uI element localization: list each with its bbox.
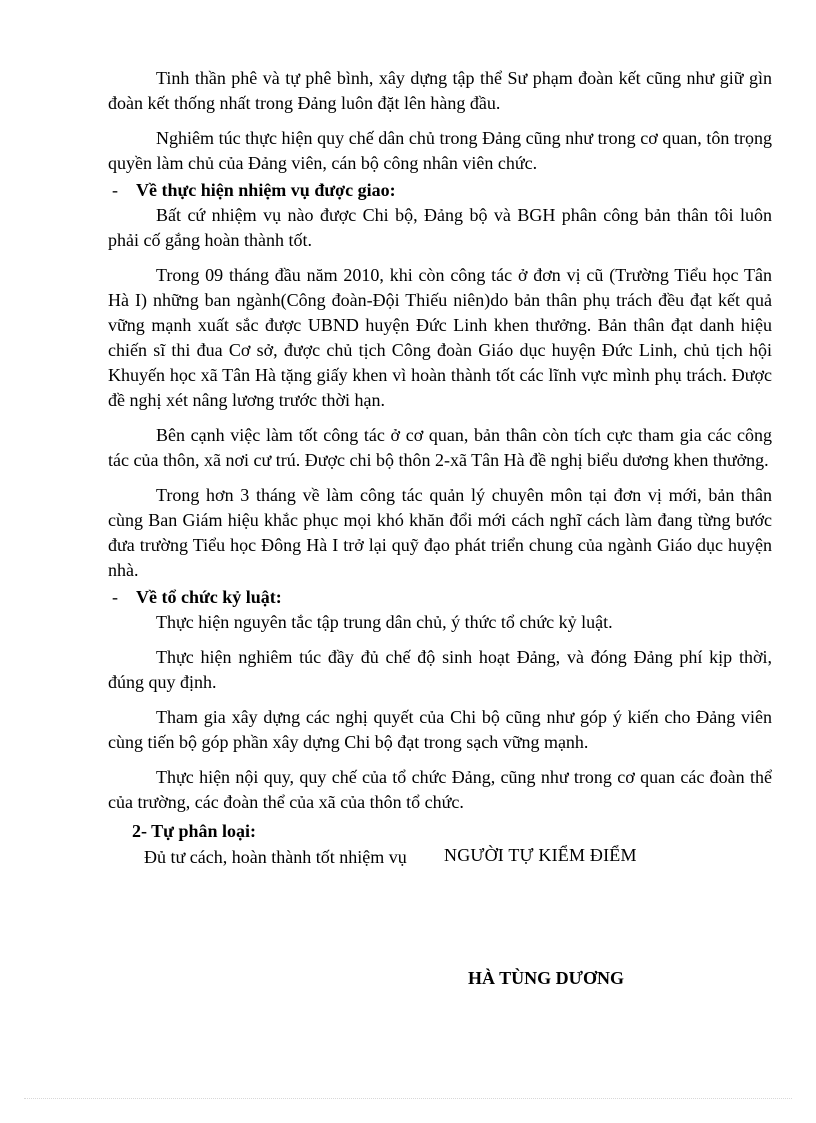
paragraph-discipline-2: Thực hiện nghiêm túc đầy đủ chế độ sinh hoạt Đảng, và đóng Đảng phí kịp thời, đúng quy định.: [108, 647, 772, 692]
section-classify-text: Đủ tư cách, hoàn thành tốt nhiệm vụ: [144, 847, 407, 867]
paragraph-discipline-4: Thực hiện nội quy, quy chế của tổ chức Đảng, cũng như trong cơ quan các đoàn thể của trường, các đoàn thể của xã của thôn tổ chức.: [108, 767, 772, 812]
paragraph-duty-2: Trong 09 tháng đầu năm 2010, khi còn công tác ở đơn vị cũ (Trường Tiểu học Tân Hà I) những ban ngành(Công đoàn-Đội Thiếu niên)do bản thân phụ trách đều đạt kết quả vững mạnh xuất sắc được UBND huyện Đức Linh khen thưởng. Bản thân đạt danh hiệu chiến sĩ thi đua Cơ sở, được chủ tịch Công đoàn Giáo dục huyện Đức Linh, chủ tịch hội Khuyến học xã Tân Hà tặng giấy khen vì hoàn thành tốt các lĩnh vực mình phụ trách. Được đề nghị xét nâng lương trước thời hạn.: [108, 265, 772, 410]
section-duty-title: Về thực hiện nhiệm vụ được giao:: [136, 180, 396, 200]
paragraph-democracy: Nghiêm túc thực hiện quy chế dân chủ trong Đảng cũng như trong cơ quan, tôn trọng quyền làm chủ của Đảng viên, cán bộ công nhân viên chức.: [108, 128, 772, 173]
paragraph-criticism: Tinh thần phê và tự phê bình, xây dựng tập thể Sư phạm đoàn kết cũng như giữ gìn đoàn kết thống nhất trong Đảng luôn đặt lên hàng đầu.: [108, 68, 772, 113]
signature-title: NGƯỜI TỰ KIỂM ĐIỂM: [444, 845, 637, 865]
document-body: [108, 66, 772, 870]
paragraph-discipline-1: Thực hiện nguyên tắc tập trung dân chủ, ý thức tổ chức kỷ luật.: [156, 612, 613, 632]
section-discipline-heading: [108, 585, 772, 610]
bullet-dash: -: [112, 587, 118, 607]
section-classify-title: 2- Tự phân loại:: [132, 821, 257, 841]
paragraph-discipline-3: Tham gia xây dựng các nghị quyết của Chi bộ cũng như góp ý kiến cho Đảng viên cùng tiến bộ góp phần xây dựng Chi bộ đạt trong sạch vững mạnh.: [108, 707, 772, 752]
section-duty-heading: [108, 178, 772, 203]
paragraph-duty-3: Bên cạnh việc làm tốt công tác ở cơ quan, bản thân còn tích cực tham gia các công tác của thôn, xã nơi cư trú. Được chi bộ thôn 2-xã Tân Hà đề nghị biểu dương khen thưởng.: [108, 425, 772, 470]
bullet-dash: -: [112, 180, 118, 200]
signature-name: HÀ TÙNG DƯƠNG: [468, 968, 625, 988]
paragraph-duty-4: Trong hơn 3 tháng về làm công tác quản lý chuyên môn tại đơn vị mới, bản thân cùng Ban Giám hiệu khắc phục mọi khó khăn đổi mới cách nghĩ cách làm đang từng bước đưa trường Tiểu học Đông Hà I trở lại quỹ đạo phát triển chung của ngành Giáo dục huyện nhà.: [108, 485, 772, 580]
footer-divider: [24, 1098, 792, 1099]
section-discipline-title: Về tổ chức kỷ luật:: [136, 587, 282, 607]
paragraph-duty-1: Bất cứ nhiệm vụ nào được Chi bộ, Đảng bộ và BGH phân công bản thân tôi luôn phải cố gắng hoàn thành tốt.: [108, 205, 772, 250]
